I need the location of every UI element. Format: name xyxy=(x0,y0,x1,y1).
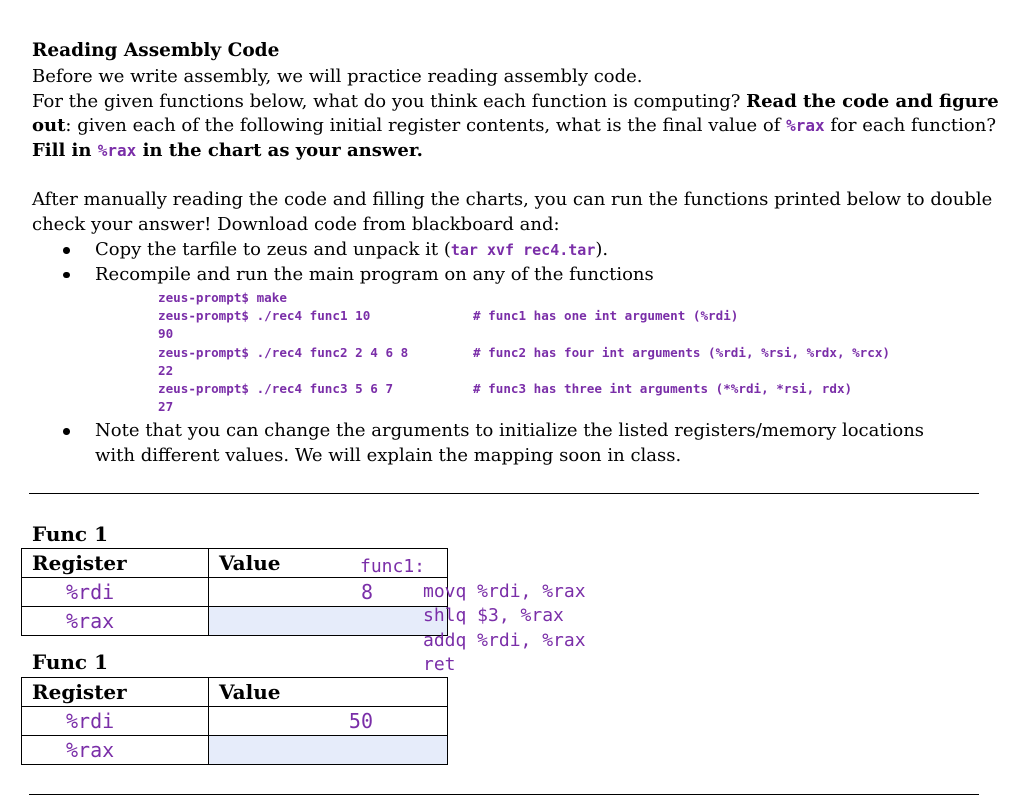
terminal-comment: # func2 has four int arguments (%rdi, %rsi, %rdx, %rcx) xyxy=(473,345,891,360)
instruction-line: shlq $3, %rax xyxy=(423,605,564,627)
terminal-comment: # func3 has three int arguments (*%rdi, *rsi, rdx) xyxy=(473,381,853,396)
divider xyxy=(29,794,979,795)
instructions-line-1: After manually reading the code and filling the charts, you can run the functions printed below to double xyxy=(32,189,993,210)
bullet-icon xyxy=(63,272,70,279)
terminal-output: 27 xyxy=(158,399,174,414)
tar-command: tar xvf rec4.tar xyxy=(450,241,596,259)
table-heading: Func 1 xyxy=(32,650,108,674)
instruction-line: ret xyxy=(423,654,456,676)
register-name: %rdi xyxy=(22,707,209,736)
table-heading: Func 1 xyxy=(32,522,108,546)
divider xyxy=(29,493,979,494)
column-header-value: Value xyxy=(209,549,448,578)
instructions-paragraph xyxy=(32,188,992,237)
terminal-command: zeus-prompt$ ./rec4 func2 2 4 6 8 xyxy=(158,345,409,360)
intro-line-4: Fill in %rax in the chart as your answer. xyxy=(32,139,423,161)
terminal-comment: # func1 has one int argument (%rdi) xyxy=(473,308,739,323)
register-name: %rax xyxy=(22,736,209,765)
function-label: func1: xyxy=(360,556,426,577)
intro-paragraph xyxy=(32,65,999,163)
rax-code: %rax xyxy=(786,116,825,136)
intro-line-1: Before we write assembly, we will practice reading assembly code. xyxy=(32,66,643,87)
bullet-item-note: Note that you can change the arguments to initialize the listed registers/memory locations with different values. We will explain the mapping soon in class. xyxy=(0,419,965,468)
terminal-command: zeus-prompt$ ./rec4 func3 5 6 7 xyxy=(158,381,394,396)
instructions-line-2: check your answer! Download code from blackboard and: xyxy=(32,213,560,235)
instruction-line: movq %rdi, %rax xyxy=(423,580,586,602)
terminal-command: zeus-prompt$ make xyxy=(158,290,287,305)
page-title: Reading Assembly Code xyxy=(32,40,280,61)
bullet-item-recompile: Recompile and run the main program on any of the functions xyxy=(0,263,654,288)
register-name: %rdi xyxy=(22,578,209,607)
intro-line-3: out: given each of the following initial register contents, what is the final value of %rax for each function? xyxy=(32,115,996,137)
bullet-item-copy: Copy the tarfile to zeus and unpack it (tar xvf rec4.tar). xyxy=(0,238,654,263)
intro-line-2: For the given functions below, what do you think each function is computing? Read the code and figure xyxy=(32,90,999,112)
bullet-icon xyxy=(63,428,70,435)
terminal-output: 22 xyxy=(158,363,174,378)
terminal-command: zeus-prompt$ ./rec4 func1 10 xyxy=(158,308,371,323)
rax-code: %rax xyxy=(97,140,137,160)
register-table xyxy=(21,677,448,765)
terminal-output: 90 xyxy=(158,326,174,341)
register-value: 50 xyxy=(209,707,448,736)
bullet-list xyxy=(0,419,965,468)
bullet-list xyxy=(0,238,654,287)
register-name: %rax xyxy=(22,607,209,636)
bullet-icon xyxy=(63,247,70,254)
column-header-register: Register xyxy=(22,549,209,578)
assembly-listing xyxy=(360,555,586,678)
register-value: 8 xyxy=(209,578,448,607)
answer-cell[interactable] xyxy=(209,736,448,765)
instruction-line: addq %rdi, %rax xyxy=(423,629,586,651)
column-header-value: Value xyxy=(209,678,448,707)
column-header-register: Register xyxy=(22,678,209,707)
